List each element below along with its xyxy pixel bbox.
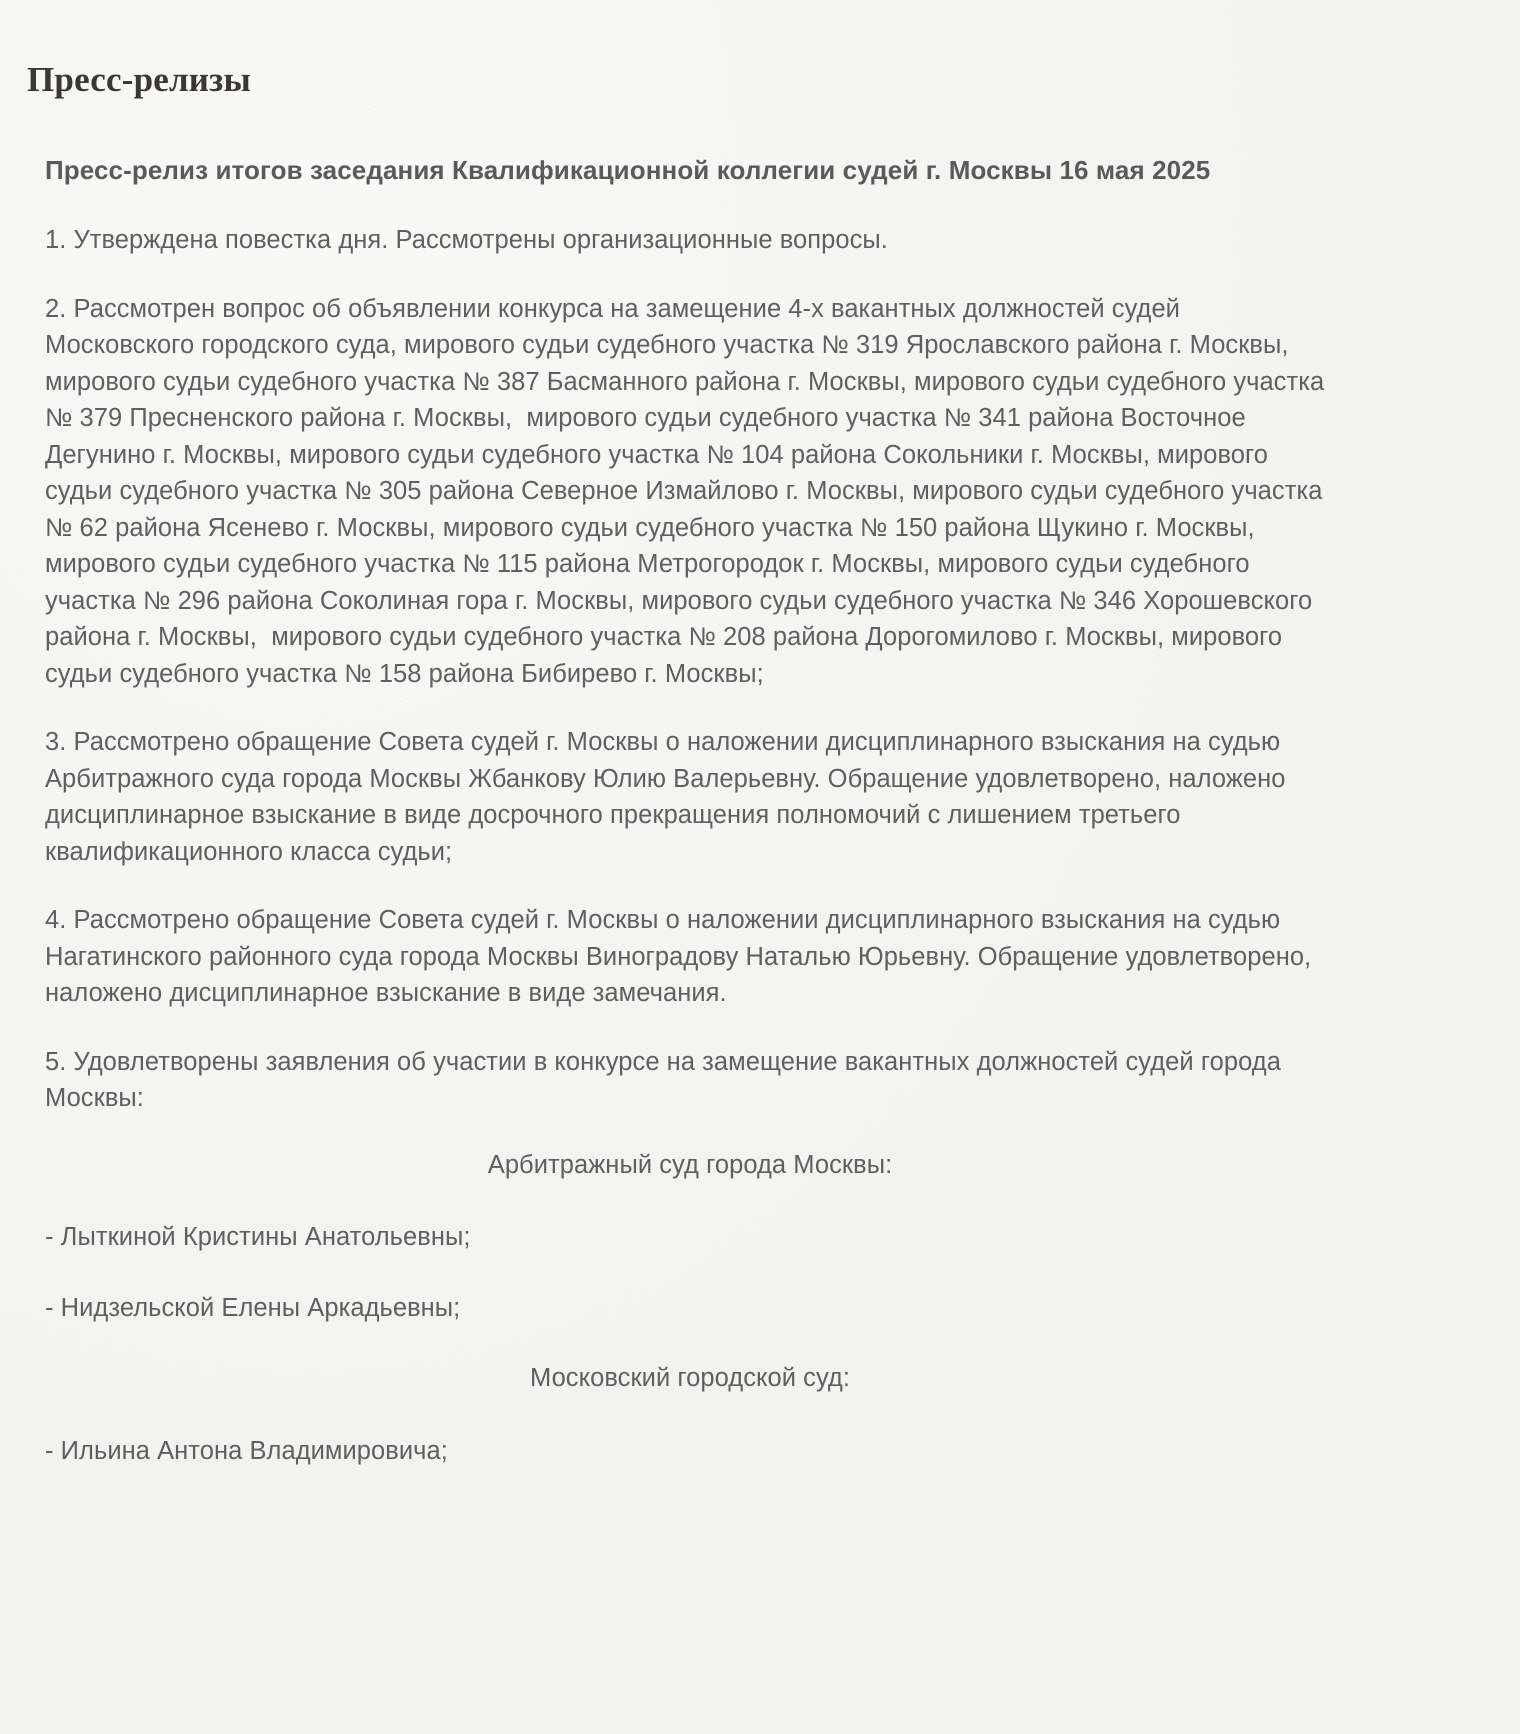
press-release-content [45,152,1335,1503]
paragraph-item-3: 3. Рассмотрено обращение Совета судей г. Москвы о наложении дисциплинарного взыскания на судью Арбитражного суда города Москвы Жбанкову Юлию Валерьевну. Обращение удовлетворено, наложено дисциплинарное взыскание в виде досрочного прекращения полномочий с лишением третьего квалификационного класса судьи; [45,728,1293,866]
candidate-nidzelskaya: - Нидзельской Елены Аркадьевны; [45,1293,461,1322]
court-heading-arbitration: Арбитражный суд города Москвы: [487,1150,893,1179]
candidate-ilin: - Ильина Антона Владимировича; [45,1436,448,1465]
candidate-lytkina: - Лыткиной Кристины Анатольевны; [45,1223,471,1251]
paragraph-item-2: 2. Рассмотрен вопрос об объявлении конкурса на замещение 4-х вакантных должностей судей Московского городского суда, мирового судьи судебного участка № 319 Ярославского района г. Москвы, мирового судьи судебного участка № 387 Басманного района г. Москвы, мирового судьи судебного участка № 379 Пресненского района г. Москвы, мирового судьи судебного участка № 341 района Восточное Дегунино г. Москвы, мирового судьи судебного участка № 104 района Сокольники г. Москвы, мирового судьи судебного участка № 305 района Северное Измайлово г. Москвы, мирового судьи судебного участка № 62 района Ясенево г. Москвы, мирового судьи судебного участка № 150 района Щукино г. Москвы, мирового судьи судебного участка № 115 района Метрогородок г. Москвы, мирового судьи судебного участка № 296 района Соколиная гора г. Москвы, мирового судьи судебного участка № 346 Хорошевского района г. Москвы, мирового судьи судебного участка № 208 района Дорогомилово г. Москвы, мирового судьи судебного участка № 158 района Бибирево г. Москвы; [45,294,1332,688]
court-heading-moscow-city: Московский городской суд: [530,1364,850,1392]
paragraph-item-4: 4. Рассмотрено обращение Совета судей г. Москвы о наложении дисциплинарного взыскания на судью Нагатинского районного суда города Москвы Виноградову Наталью Юрьевну. Обращение удовлетворено, наложено дисциплинарное взыскание в виде замечания. [45,906,1319,1007]
paragraph-item-1: 1. Утверждена повестка дня. Рассмотрены организационные вопросы. [45,226,888,254]
press-release-heading: Пресс-релиз итогов заседания Квалификационной коллегии судей г. Москвы 16 мая 2025 [45,155,1211,185]
page-title: Пресс-релизы [27,60,251,100]
paragraph-item-5: 5. Удовлетворены заявления об участии в конкурсе на замещение вакантных должностей судей города Москвы: [45,1047,1289,1112]
